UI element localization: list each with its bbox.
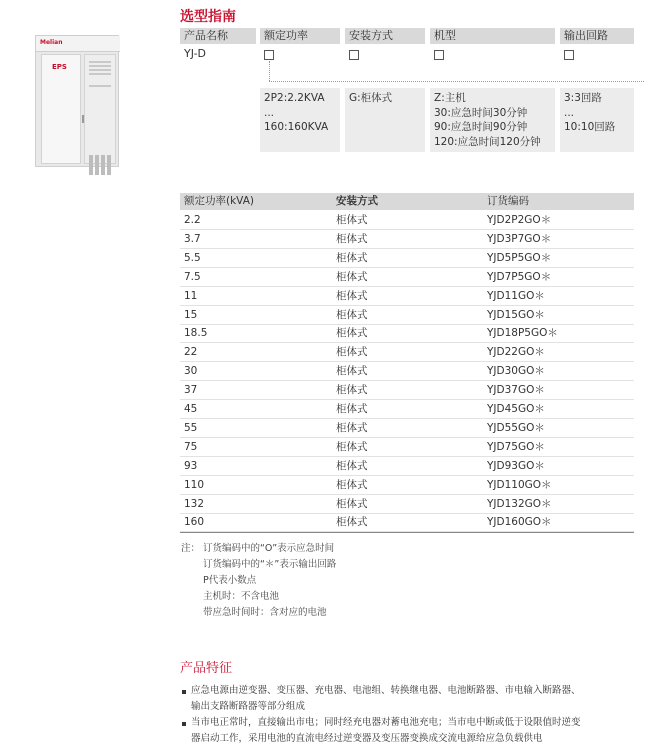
row-code: YJD3P7GO＊: [487, 232, 552, 245]
model-option: 90:应急时间90分钟: [434, 121, 528, 133]
vent-slot: [89, 155, 93, 175]
vent-grill: [89, 85, 111, 87]
row-install: 柜体式: [336, 440, 368, 453]
model-option: 30:应急时间30分钟: [434, 106, 528, 119]
power-option: 160:160KVA: [264, 121, 329, 133]
row-power: 30: [184, 365, 198, 378]
vent-slot: [107, 155, 111, 175]
row-code: YJD15GO＊: [487, 308, 545, 321]
row-code: YJD11GO＊: [487, 289, 545, 302]
eps-label: EPS: [52, 63, 67, 71]
row-power: 11: [184, 289, 198, 302]
vent-grill: [89, 69, 111, 71]
row-divider: [180, 513, 634, 514]
row-power: 75: [184, 440, 198, 453]
row-code: YJD22GO＊: [487, 346, 545, 359]
guide-header-install: 安装方式: [345, 28, 425, 44]
vent-grill: [89, 65, 111, 67]
feature-item-line: 应急电源由逆变器、变压器、充电器、电池组、转换继电器、电池断路器、市电输入断路器、: [191, 685, 581, 696]
note-line: 订货编码中的“＊”表示输出回路: [203, 559, 337, 570]
output-checkbox: [564, 50, 574, 60]
note-line: 订货编码中的“O”表示应急时间: [203, 543, 335, 554]
product-image: [35, 35, 119, 167]
row-divider: [180, 475, 634, 476]
row-power: 3.7: [184, 232, 201, 245]
install-checkbox: [349, 50, 359, 60]
model-checkbox: [434, 50, 444, 60]
row-divider: [180, 342, 634, 343]
row-power: 132: [184, 497, 205, 510]
cabinet-side-panel: [84, 54, 116, 164]
row-install: 柜体式: [336, 251, 368, 264]
row-install: 柜体式: [336, 516, 368, 529]
row-divider: [180, 267, 634, 268]
vent-grill: [89, 61, 111, 63]
output-options-box: [560, 88, 634, 152]
guide-header-model: 机型: [430, 28, 555, 44]
row-code: YJD30GO＊: [487, 365, 545, 378]
vent-slot: [101, 155, 105, 175]
row-install: 柜体式: [336, 232, 368, 245]
row-install: 柜体式: [336, 478, 368, 491]
row-install: 柜体式: [336, 421, 368, 434]
row-code: YJD160GO＊: [487, 516, 552, 529]
row-power: 160: [184, 516, 205, 529]
row-divider: [180, 456, 634, 457]
install-options-box: [345, 88, 425, 152]
vent-slot: [95, 155, 99, 175]
connector-line: [269, 81, 644, 83]
connector-line: [269, 61, 271, 81]
row-code: YJD7P5GO＊: [487, 270, 552, 283]
guide-title: 选型指南: [180, 9, 236, 25]
power-option: ...: [264, 106, 275, 119]
row-power: 55: [184, 421, 198, 434]
features-title: 产品特征: [180, 661, 233, 676]
feature-item-line: 输出支路断路器等部分组成: [191, 701, 306, 712]
row-code: YJD55GO＊: [487, 421, 545, 434]
table-header-power: 额定功率(kVA): [184, 195, 254, 207]
note-line: 主机时：不含电池: [203, 591, 280, 602]
bullet-icon: [182, 690, 186, 694]
power-option: 2P2:2.2KVA: [264, 92, 325, 104]
row-power: 110: [184, 478, 205, 491]
row-code: YJD18P5GO＊: [487, 327, 558, 340]
row-divider: [180, 361, 634, 362]
row-install: 柜体式: [336, 308, 368, 321]
row-install: 柜体式: [336, 497, 368, 510]
row-install: 柜体式: [336, 365, 368, 378]
row-code: YJD110GO＊: [487, 478, 552, 491]
row-power: 93: [184, 459, 198, 472]
row-install: 柜体式: [336, 403, 368, 415]
row-divider: [180, 380, 634, 381]
feature-item-line: 当市电正常时，直接输出市电；同时经充电器对蓄电池充电；当市电中断或低于设限值时逆变: [191, 717, 581, 728]
cabinet-front-panel: [41, 54, 81, 164]
row-install: 柜体式: [336, 214, 368, 226]
row-code: YJD37GO＊: [487, 384, 545, 397]
row-code: YJD2P2GO＊: [487, 214, 552, 226]
row-install: 柜体式: [336, 384, 368, 397]
guide-header-power: 额定功率: [260, 28, 340, 44]
row-divider: [180, 494, 634, 495]
row-divider: [180, 248, 634, 249]
row-code: YJD93GO＊: [487, 459, 545, 472]
row-divider: [180, 418, 634, 419]
output-option: 10:10回路: [564, 121, 616, 133]
vent-grill: [89, 73, 111, 75]
model-option: Z:主机: [434, 92, 466, 104]
power-checkbox: [264, 50, 274, 60]
row-code: YJD5P5GO＊: [487, 251, 552, 264]
row-power: 15: [184, 308, 198, 321]
note-line: 带应急时间时：含对应的电池: [203, 607, 327, 618]
row-install: 柜体式: [336, 346, 368, 359]
output-option: ...: [564, 106, 575, 119]
model-options-box: [430, 88, 555, 152]
row-code: YJD75GO＊: [487, 440, 545, 453]
row-divider: [180, 286, 634, 287]
row-power: 45: [184, 403, 198, 415]
row-power: 22: [184, 346, 198, 359]
cabinet-top: [36, 36, 120, 52]
row-divider: [180, 324, 634, 325]
row-divider: [180, 399, 634, 400]
table-bottom-border: [180, 532, 634, 533]
note-line: P代表小数点: [203, 575, 257, 586]
feature-item-line: 器启动工作，采用电池的直流电经过逆变器及变压器变换成交流电源给应急负载供电: [191, 733, 543, 744]
row-power: 37: [184, 384, 198, 397]
bullet-icon: [182, 722, 186, 726]
model-option: 120:应急时间120分钟: [434, 135, 541, 148]
row-install: 柜体式: [336, 289, 368, 302]
notes-prefix: 注：: [181, 543, 201, 554]
guide-header-output: 输出回路: [560, 28, 634, 44]
row-power: 7.5: [184, 270, 201, 283]
table-header-install: 安装方式: [336, 195, 378, 207]
row-divider: [180, 229, 634, 230]
guide-product-name: YJ-D: [184, 47, 207, 60]
brand-logo: Melian: [40, 39, 63, 46]
row-install: 柜体式: [336, 327, 368, 340]
table-header-code: 订货编码: [487, 195, 529, 207]
row-power: 2.2: [184, 214, 201, 226]
row-power: 18.5: [184, 327, 208, 340]
row-divider: [180, 437, 634, 438]
row-power: 5.5: [184, 251, 201, 264]
row-code: YJD45GO＊: [487, 403, 545, 415]
row-install: 柜体式: [336, 459, 368, 472]
install-option: G:柜体式: [349, 92, 393, 104]
guide-header-product: 产品名称: [180, 28, 256, 44]
row-code: YJD132GO＊: [487, 497, 552, 510]
output-option: 3:3回路: [564, 92, 602, 104]
row-install: 柜体式: [336, 270, 368, 283]
power-options-box: [260, 88, 340, 152]
row-divider: [180, 305, 634, 306]
